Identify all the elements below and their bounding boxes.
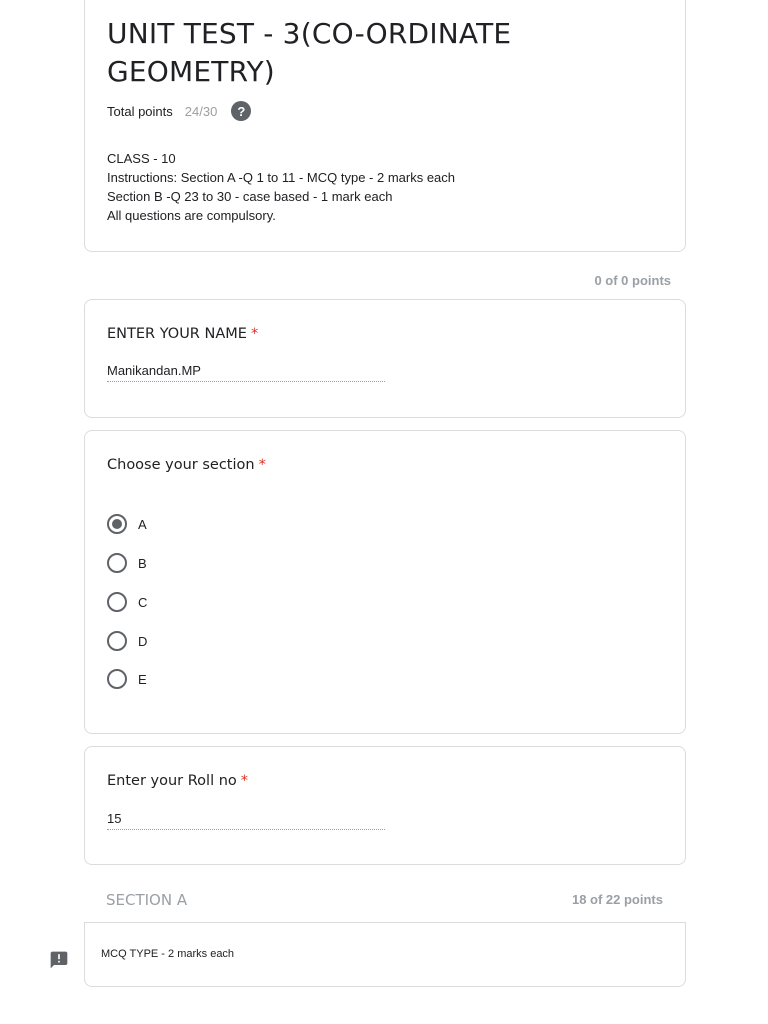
question-title-text: Enter your Roll no <box>107 773 237 789</box>
question-title-roll <box>107 773 248 789</box>
radio-option-d[interactable] <box>107 631 147 651</box>
section-points: 18 of 22 points <box>571 892 663 907</box>
total-points-row <box>107 101 251 121</box>
radio-option-label: A <box>138 516 147 532</box>
radio-option-e[interactable] <box>107 669 147 689</box>
description-line: Instructions: Section A -Q 1 to 11 - MCQ type - 2 marks each <box>107 170 456 185</box>
radio-option-a[interactable] <box>107 514 147 534</box>
radio-option-label: E <box>138 671 147 687</box>
radio-option-b[interactable] <box>107 553 147 573</box>
radio-button[interactable] <box>107 631 127 651</box>
name-answer: Manikandan.MP <box>107 363 385 382</box>
required-asterisk: * <box>258 457 266 473</box>
section-description-card <box>84 922 686 987</box>
form-description <box>107 149 455 225</box>
total-points-label: Total points <box>107 103 173 119</box>
roll-answer: 15 <box>107 811 385 830</box>
form-header-card <box>84 0 686 252</box>
required-asterisk: * <box>240 773 249 789</box>
total-points-value: 24/30 <box>184 103 218 119</box>
report-feedback-icon[interactable] <box>49 950 69 970</box>
question-card-roll <box>84 746 686 865</box>
radio-button[interactable] <box>107 553 127 573</box>
required-asterisk: * <box>250 326 259 342</box>
question-title-section <box>107 457 266 473</box>
question-title-name <box>107 326 258 342</box>
radio-button[interactable] <box>107 592 127 612</box>
radio-button[interactable] <box>107 669 127 689</box>
radio-option-label: B <box>138 555 147 571</box>
radio-option-label: D <box>138 633 148 649</box>
radio-option-label: C <box>138 594 148 610</box>
question-title-text: ENTER YOUR NAME <box>107 326 247 342</box>
question-card-section <box>84 430 686 734</box>
form-title: UNIT TEST - 3(CO-ORDINATE GEOMETRY) <box>107 17 512 88</box>
radio-button-checked[interactable] <box>107 514 127 534</box>
radio-option-c[interactable] <box>107 592 147 612</box>
intro-points: 0 of 0 points <box>594 273 671 288</box>
question-card-name <box>84 299 686 418</box>
help-icon[interactable]: ? <box>231 101 251 121</box>
description-line: Section B -Q 23 to 30 - case based - 1 mark each <box>107 189 393 204</box>
description-line: All questions are compulsory. <box>107 208 276 223</box>
section-description: MCQ TYPE - 2 marks each <box>101 948 235 960</box>
section-title: SECTION A <box>106 891 188 909</box>
description-line: CLASS - 10 <box>107 151 176 166</box>
question-title-text: Choose your section <box>107 457 255 473</box>
